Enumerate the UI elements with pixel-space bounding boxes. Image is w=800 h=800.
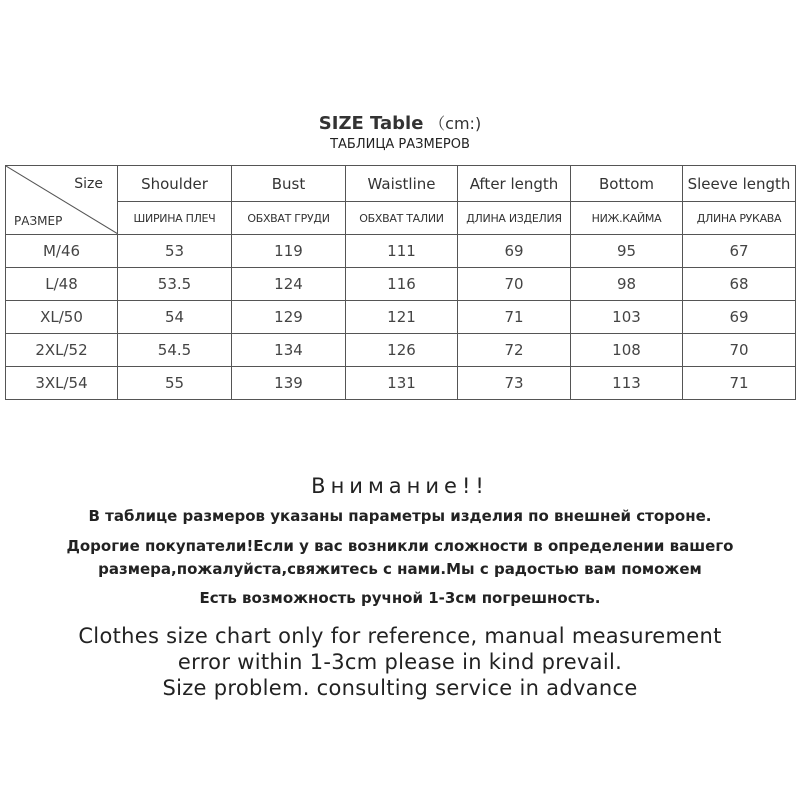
table-cell: 54 [118, 301, 232, 334]
col-header-bottom: Bottom [571, 166, 683, 202]
table-row [6, 235, 796, 268]
table-row [6, 301, 796, 334]
table-row [6, 334, 796, 367]
col-header-ru-bust: ОБХВАТ ГРУДИ [232, 202, 346, 235]
size-cell: M/46 [6, 235, 118, 268]
col-header-ru-sleeve: ДЛИНА РУКАВА [683, 202, 796, 235]
size-table [5, 165, 796, 400]
table-cell: 71 [458, 301, 571, 334]
col-header-bust: Bust [232, 166, 346, 202]
notice-en-line: Clothes size chart only for reference, manual measurement [78, 624, 722, 648]
corner-cell [6, 166, 118, 235]
notice-ru-line: Есть возможность ручной 1-3см погрешность. [199, 589, 601, 607]
header-row-en [6, 166, 796, 202]
col-header-ru-shoulder: ШИРИНА ПЛЕЧ [118, 202, 232, 235]
col-header-after-length: After length [458, 166, 571, 202]
table-cell: 67 [683, 235, 796, 268]
table-cell: 103 [571, 301, 683, 334]
table-cell: 69 [458, 235, 571, 268]
size-cell: 3XL/54 [6, 367, 118, 400]
title-unit: （cm:) [429, 114, 482, 133]
col-header-shoulder: Shoulder [118, 166, 232, 202]
header-row-ru [6, 202, 796, 235]
corner-size-label: Size [74, 176, 103, 192]
table-cell: 53 [118, 235, 232, 268]
table-cell: 113 [571, 367, 683, 400]
table-cell: 126 [346, 334, 458, 367]
table-cell: 134 [232, 334, 346, 367]
notice-ru-line: размера,пожалуйста,свяжитесь с нами.Мы с радостью вам поможем [98, 560, 702, 578]
table-cell: 121 [346, 301, 458, 334]
size-table-title [0, 111, 800, 134]
table-cell: 131 [346, 367, 458, 400]
attention-heading: Внимание!! [311, 474, 489, 498]
table-cell: 71 [683, 367, 796, 400]
table-cell: 124 [232, 268, 346, 301]
table-cell: 108 [571, 334, 683, 367]
table-cell: 69 [683, 301, 796, 334]
col-header-ru-length: ДЛИНА ИЗДЕЛИЯ [458, 202, 571, 235]
col-header-sleeve-length: Sleeve length [683, 166, 796, 202]
table-cell: 72 [458, 334, 571, 367]
col-header-ru-waist: ОБХВАТ ТАЛИИ [346, 202, 458, 235]
table-row [6, 268, 796, 301]
table-cell: 54.5 [118, 334, 232, 367]
table-cell: 53.5 [118, 268, 232, 301]
size-cell: XL/50 [6, 301, 118, 334]
notice-en-line: Size problem. consulting service in advance [162, 676, 638, 700]
table-cell: 55 [118, 367, 232, 400]
notice-ru-line: Дорогие покупатели!Если у вас возникли сложности в определении вашего [66, 537, 734, 555]
table-cell: 73 [458, 367, 571, 400]
size-cell: 2XL/52 [6, 334, 118, 367]
table-cell: 95 [571, 235, 683, 268]
table-cell: 139 [232, 367, 346, 400]
notice-ru-line: В таблице размеров указаны параметры изделия по внешней стороне. [88, 507, 712, 525]
col-header-ru-hem: НИЖ.КАЙМА [571, 202, 683, 235]
title-bold: SIZE Table [318, 113, 424, 134]
table-row [6, 367, 796, 400]
corner-razmer-label: РАЗМЕР [14, 214, 63, 228]
table-cell: 116 [346, 268, 458, 301]
table-cell: 70 [683, 334, 796, 367]
table-cell: 129 [232, 301, 346, 334]
table-cell: 119 [232, 235, 346, 268]
size-table-subtitle: ТАБЛИЦА РАЗМЕРОВ [330, 137, 470, 152]
col-header-waistline: Waistline [346, 166, 458, 202]
notice-en-line: error within 1-3cm please in kind prevail. [177, 650, 623, 674]
size-cell: L/48 [6, 268, 118, 301]
table-cell: 98 [571, 268, 683, 301]
table-cell: 70 [458, 268, 571, 301]
table-cell: 111 [346, 235, 458, 268]
table-cell: 68 [683, 268, 796, 301]
